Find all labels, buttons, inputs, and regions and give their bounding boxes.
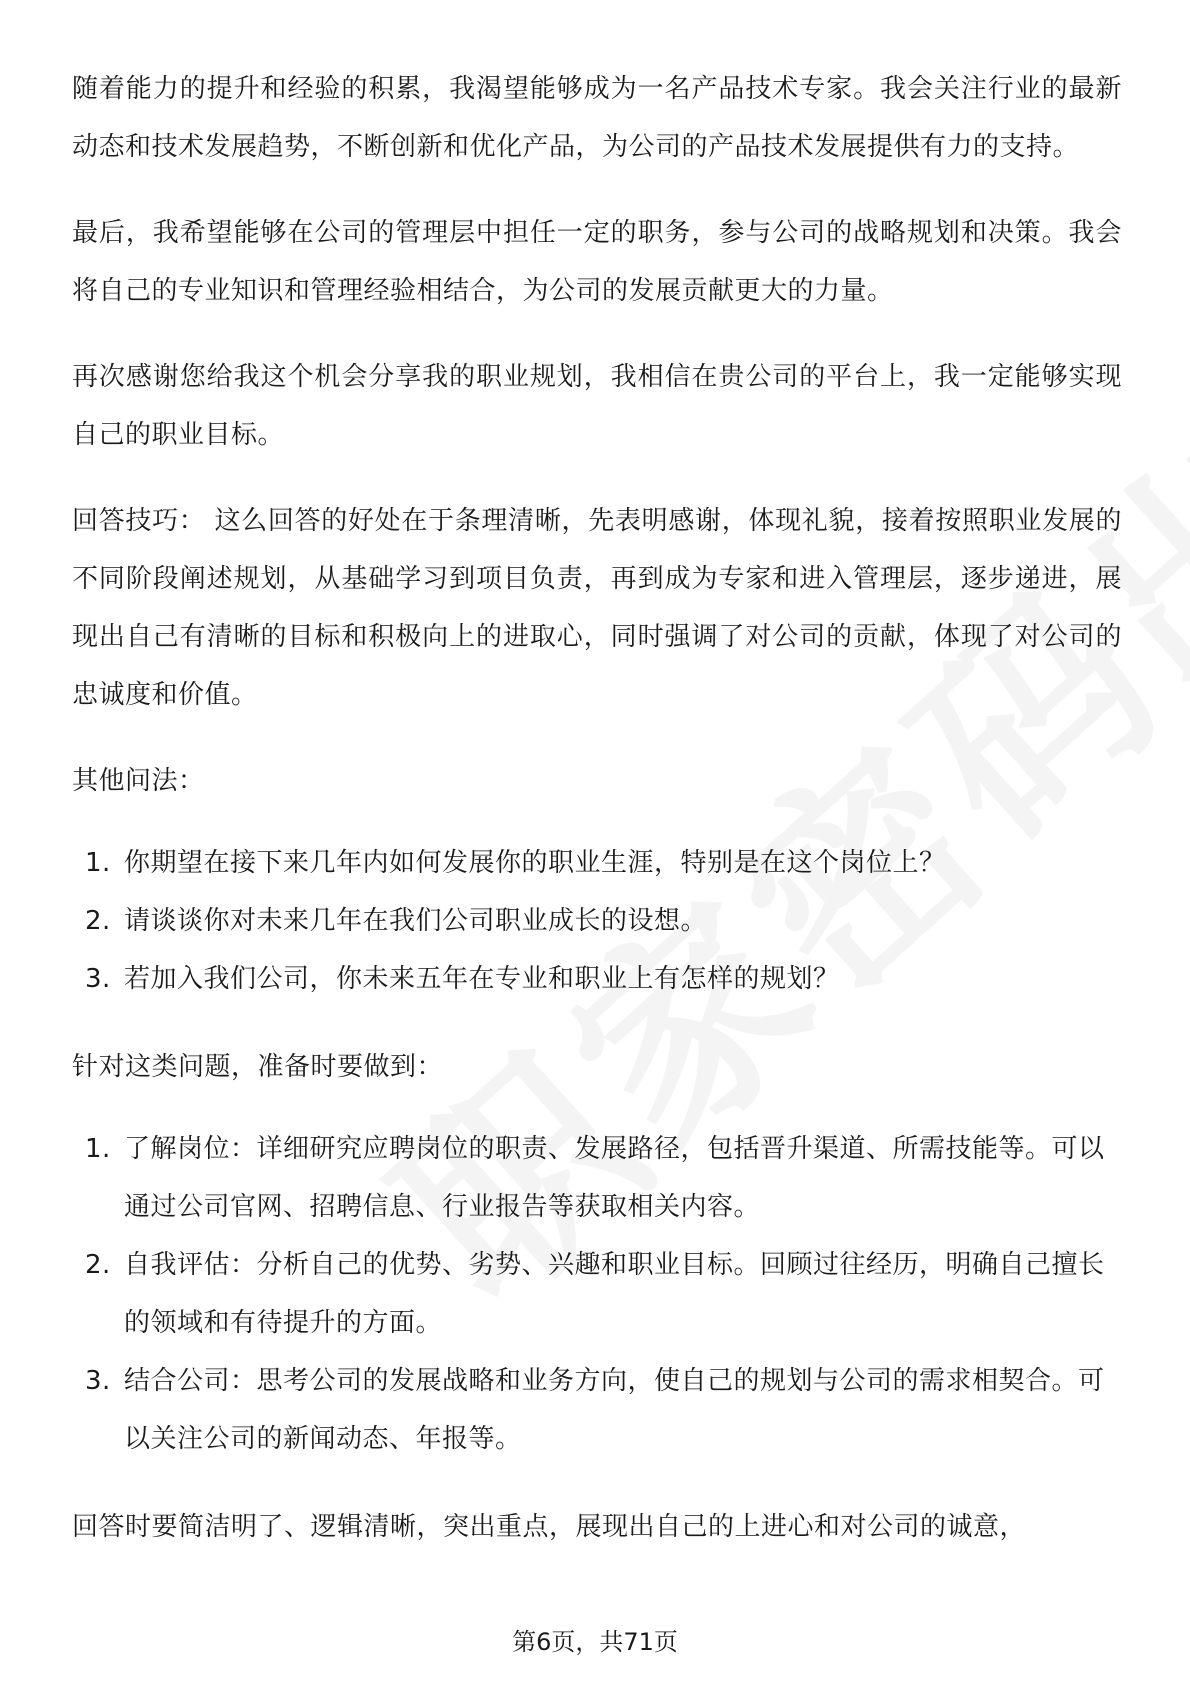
list-item-number: 2.	[85, 1250, 111, 1280]
paragraph-expert-goal: 随着能力的提升和经验的积累，我渴望能够成为一名产品技术专家。我会关注行业的最新动态和技术发展趋势，不断创新和优化产品，为公司的产品技术发展提供有力的支持。	[72, 74, 1122, 162]
list-item-number: 1.	[85, 1134, 111, 1164]
list-item	[72, 1120, 1122, 1236]
paragraph-management-goal: 最后，我希望能够在公司的管理层中担任一定的职务，参与公司的战略规划和决策。我会将自己的专业知识和管理经验相结合，为公司的发展贡献更大的力量。	[72, 218, 1122, 306]
list-item	[72, 950, 1122, 1008]
list-item-number: 1.	[85, 848, 111, 878]
list-item	[72, 892, 1122, 950]
paragraph-closing: 回答时要简洁明了、逻辑清晰，突出重点，展现出自己的上进心和对公司的诚意，	[72, 1512, 1027, 1542]
preparation-label: 针对这类问题，准备时要做到：	[72, 1052, 444, 1082]
list-item-text: 若加入我们公司，你未来五年在专业和职业上有怎样的规划？	[124, 964, 840, 994]
list-item-number: 3.	[85, 1366, 111, 1396]
list-item	[72, 1352, 1122, 1468]
list-item-number: 3.	[85, 964, 111, 994]
page-number-footer: 第6页，共71页	[512, 1628, 678, 1656]
preparation-list	[72, 1120, 1122, 1468]
list-item-text: 了解岗位：详细研究应聘岗位的职责、发展路径，包括晋升渠道、所需技能等。可以通过公司官网、招聘信息、行业报告等获取相关内容。	[124, 1134, 1105, 1222]
list-item-text: 请谈谈你对未来几年在我们公司职业成长的设想。	[124, 906, 708, 936]
list-item-text: 结合公司：思考公司的发展战略和业务方向，使自己的规划与公司的需求相契合。可以关注公司的新闻动态、年报等。	[124, 1366, 1105, 1454]
list-item	[72, 1236, 1122, 1352]
other-questions-label: 其他问法：	[72, 766, 205, 796]
paragraph-thanks: 再次感谢您给我这个机会分享我的职业规划，我相信在贵公司的平台上，我一定能够实现自己的职业目标。	[72, 362, 1122, 450]
list-item-text: 自我评估：分析自己的优势、劣势、兴趣和职业目标。回顾过往经历，明确自己擅长的领域和有待提升的方面。	[124, 1250, 1105, 1338]
other-questions-list	[72, 834, 1122, 1008]
document-body	[72, 60, 1122, 1584]
paragraph-answer-tips: 回答技巧： 这么回答的好处在于条理清晰，先表明感谢，体现礼貌，接着按照职业发展的不同阶段阐述规划，从基础学习到项目负责，再到成为专家和进入管理层，逐步递进，展现出自己有清晰的目标和积极向上的进取心，同时强调了对公司的贡献，体现了对公司的忠诚度和价值。	[72, 506, 1122, 710]
list-item	[72, 834, 1122, 892]
list-item-text: 你期望在接下来几年内如何发展你的职业生涯，特别是在这个岗位上？	[124, 848, 946, 878]
list-item-number: 2.	[85, 906, 111, 936]
